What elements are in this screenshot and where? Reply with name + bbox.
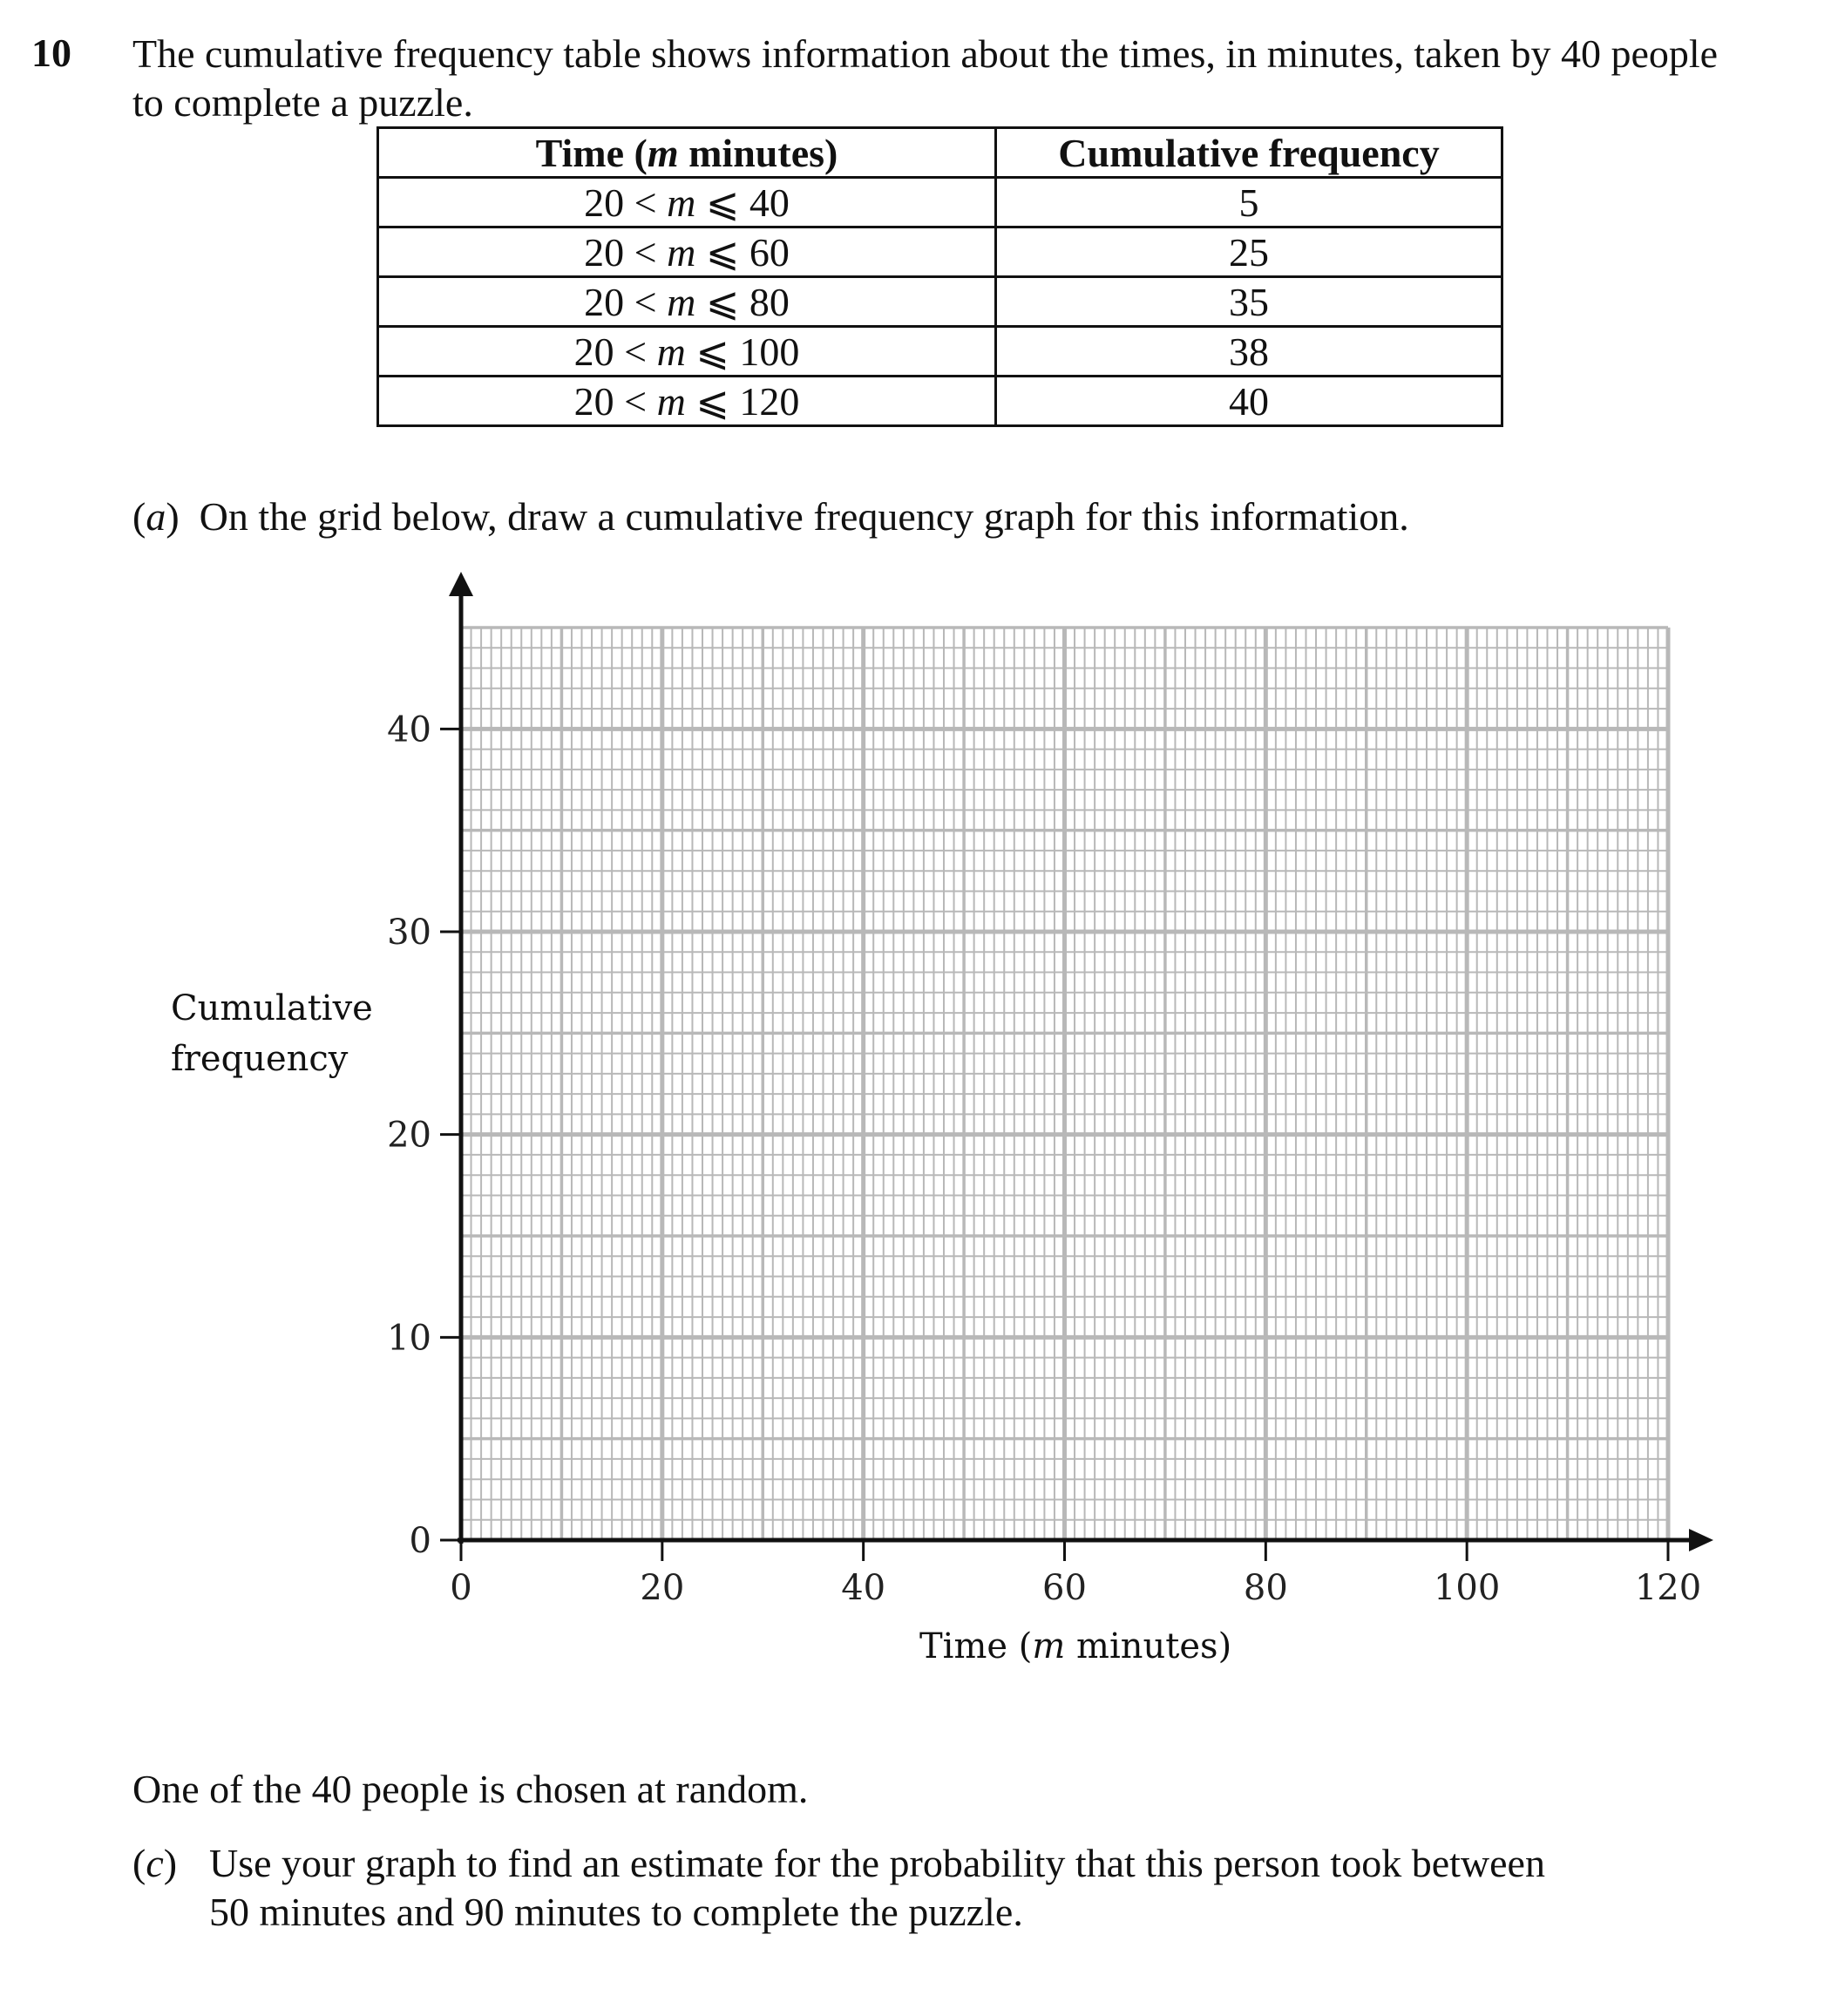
x-tick-label: 100 — [1433, 1568, 1501, 1608]
x-axis-arrow — [1689, 1529, 1713, 1551]
y-tick-label: 40 — [387, 709, 431, 750]
part-c-text — [209, 1839, 1821, 1937]
x-axis-label: Time (m minutes) — [919, 1626, 1232, 1666]
x-tick-label: 20 — [640, 1568, 685, 1608]
time-interval: 20 < m ⩽ 40 — [378, 178, 996, 227]
header-time: Time (m minutes) — [378, 128, 996, 178]
cf-value: 35 — [996, 277, 1502, 327]
time-interval: 20 < m ⩽ 80 — [378, 277, 996, 327]
y-tick-label: 20 — [387, 1115, 431, 1156]
x-tick-label: 40 — [841, 1568, 886, 1608]
x-tick-label: 60 — [1042, 1568, 1087, 1608]
random-statement: One of the 40 people is chosen at random. — [132, 1767, 809, 1811]
time-interval: 20 < m ⩽ 100 — [378, 327, 996, 377]
y-tick-label: 10 — [387, 1318, 431, 1359]
part-c: (c) — [132, 1841, 178, 1885]
x-tick-label: 120 — [1634, 1568, 1702, 1608]
y-axis-arrow — [449, 572, 473, 596]
part-a-label: a — [146, 494, 166, 539]
cf-value: 38 — [996, 327, 1502, 377]
header-cumulative-frequency: Cumulative frequency — [996, 128, 1502, 178]
cf-value: 5 — [996, 178, 1502, 227]
part-c-line2: 50 minutes and 90 minutes to complete the puzzle. — [209, 1890, 1023, 1934]
question-stem: The cumulative frequency table shows information about the times, in minutes, taken by 40 people to complete a puzzle. — [132, 31, 1719, 125]
y-axis-label-line2: frequency — [171, 1039, 349, 1079]
part-a: (a) On the grid below, draw a cumulative frequency graph for this information. — [132, 494, 1409, 539]
y-tick-label: 0 — [409, 1521, 431, 1561]
y-axis-label-line1: Cumulative — [171, 988, 373, 1028]
part-c-line1: Use your graph to find an estimate for the probability that this person took between — [209, 1841, 1545, 1885]
y-tick-label: 30 — [387, 913, 431, 953]
cf-value: 40 — [996, 377, 1502, 426]
time-interval: 20 < m ⩽ 120 — [378, 377, 996, 426]
x-tick-label: 0 — [450, 1568, 472, 1608]
part-c-label: c — [146, 1841, 164, 1885]
question-number: 10 — [31, 31, 71, 75]
part-a-text: On the grid below, draw a cumulative frequency graph for this information. — [199, 494, 1409, 539]
x-tick-label: 80 — [1243, 1568, 1288, 1608]
cf-value: 25 — [996, 227, 1502, 277]
time-interval: 20 < m ⩽ 60 — [378, 227, 996, 277]
